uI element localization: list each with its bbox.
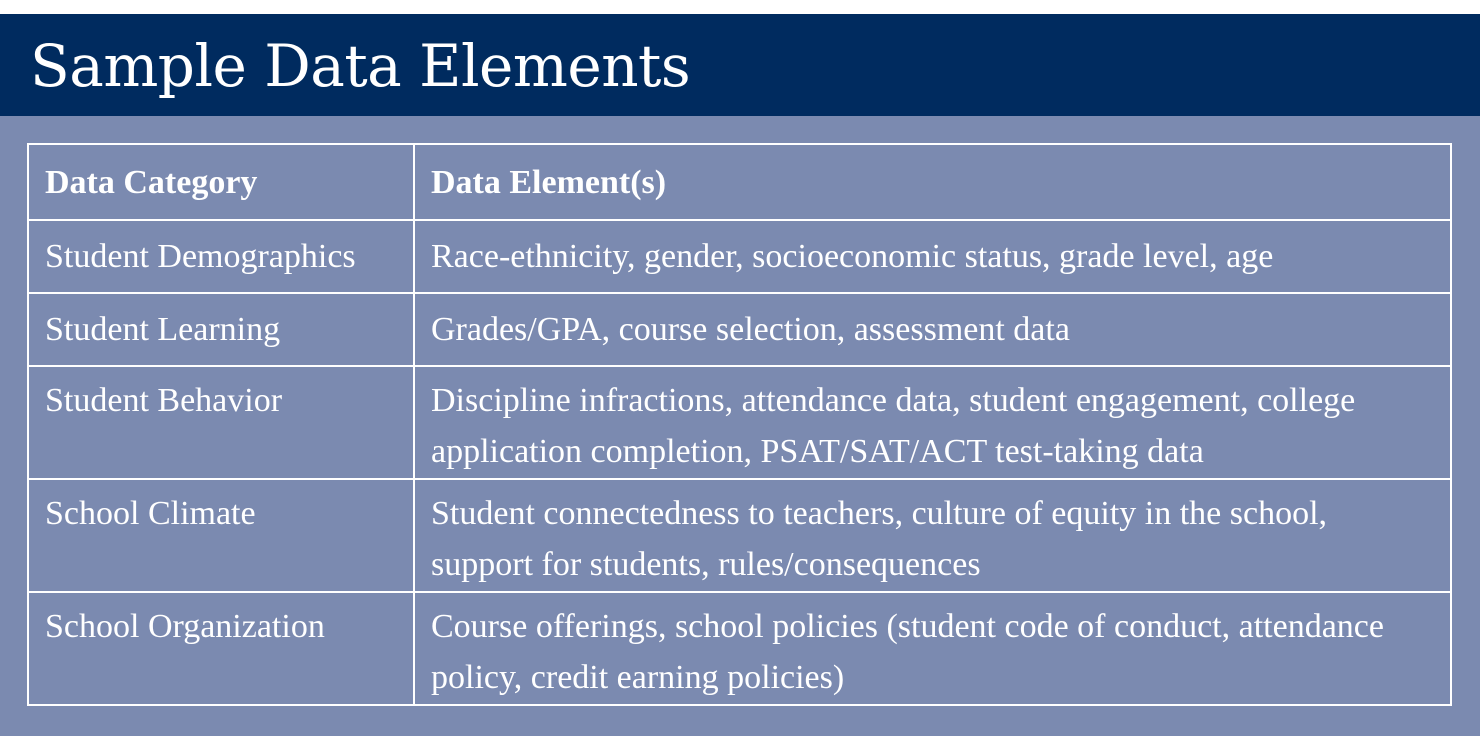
elements-cell: Grades/GPA, course selection, assessment data	[414, 293, 1451, 366]
category-cell: Student Learning	[28, 293, 414, 366]
elements-cell: Student connectedness to teachers, culture of equity in the school, support for students, rules/consequences	[414, 479, 1451, 592]
table-row	[28, 479, 1451, 592]
table-row	[28, 592, 1451, 705]
elements-cell: Discipline infractions, attendance data, student engagement, college application completion, PSAT/SAT/ACT test-taking data	[414, 366, 1451, 479]
category-cell: Student Behavior	[28, 366, 414, 479]
slide-title: Sample Data Elements	[30, 32, 691, 100]
category-cell: Student Demographics	[28, 220, 414, 293]
category-cell: School Organization	[28, 592, 414, 705]
table-header-row	[28, 144, 1451, 220]
elements-cell: Race-ethnicity, gender, socioeconomic status, grade level, age	[414, 220, 1451, 293]
data-elements-table	[27, 143, 1452, 706]
table-row	[28, 366, 1451, 479]
header-data-elements: Data Element(s)	[414, 144, 1451, 220]
elements-cell: Course offerings, school policies (student code of conduct, attendance policy, credit earning policies)	[414, 592, 1451, 705]
table-row	[28, 220, 1451, 293]
header-data-category: Data Category	[28, 144, 414, 220]
category-cell: School Climate	[28, 479, 414, 592]
slide	[0, 14, 1480, 736]
table-row	[28, 293, 1451, 366]
title-bar	[0, 14, 1480, 116]
